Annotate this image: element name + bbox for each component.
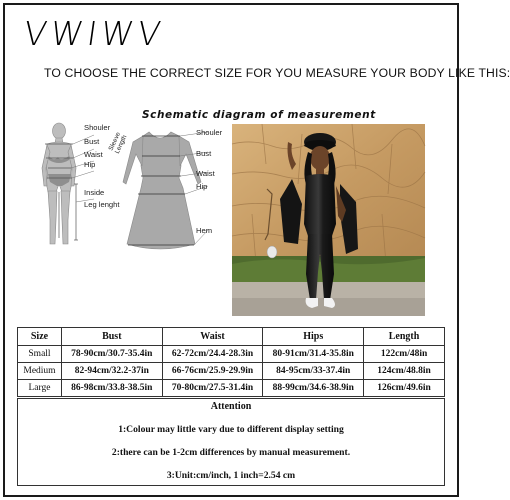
diagram-title: Schematic diagram of measurement	[142, 109, 376, 121]
table-row	[18, 346, 445, 363]
waist-cell: 66-76cm/25.9-29.9in	[162, 363, 263, 380]
header-size: Size	[18, 328, 62, 346]
header-bust: Bust	[61, 328, 162, 346]
label-hip: Hip	[84, 160, 96, 169]
label-leg-length: Leg lenght	[84, 200, 120, 209]
dress-label-shoulder: Shouler	[196, 128, 223, 137]
attention-note: 1:Colour may little vary due to different display setting	[118, 424, 344, 435]
model-photo-illustration	[232, 124, 425, 316]
attention-note: 2:there can be 1-2cm differences by manual measurement.	[111, 447, 351, 458]
label-bust: Bust	[84, 137, 100, 146]
table-row	[18, 363, 445, 380]
label-inside: Inside	[84, 188, 105, 197]
label-waist: Waist	[84, 150, 103, 159]
table-row	[18, 380, 445, 397]
header-waist: Waist	[162, 328, 263, 346]
dress-label-waist: Waist	[196, 169, 215, 178]
dress-label-hem: Hem	[196, 226, 213, 235]
headline: TO CHOOSE THE CORRECT SIZE FOR YOU MEASURE YOUR BODY LIKE THIS:	[44, 66, 510, 80]
label-shoulder: Shouler	[84, 123, 111, 132]
size-cell: Medium	[18, 363, 62, 380]
attention-box	[17, 398, 445, 486]
table-header-row	[18, 328, 445, 346]
hips-cell: 88-99cm/34.6-38.9in	[263, 380, 364, 397]
size-chart-table	[17, 327, 445, 397]
size-cell: Small	[18, 346, 62, 363]
hips-cell: 80-91cm/31.4-35.8in	[263, 346, 364, 363]
size-cell: Large	[18, 380, 62, 397]
header-hips: Hips	[263, 328, 364, 346]
bust-cell: 82-94cm/32.2-37in	[61, 363, 162, 380]
product-photo	[232, 124, 425, 316]
header-length: Length	[364, 328, 445, 346]
measurement-diagram	[24, 116, 230, 256]
attention-title: Attention	[210, 401, 252, 412]
waist-cell: 62-72cm/24.4-28.3in	[162, 346, 263, 363]
dress-label-hip: Hip	[196, 182, 208, 191]
bust-cell: 78-90cm/30.7-35.4in	[61, 346, 162, 363]
bust-cell: 86-98cm/33.8-38.5in	[61, 380, 162, 397]
length-cell: 126cm/49.6in	[364, 380, 445, 397]
length-cell: 122cm/48in	[364, 346, 445, 363]
length-cell: 124cm/48.8in	[364, 363, 445, 380]
brand-logo: VWIWV	[21, 14, 167, 53]
waist-cell: 70-80cm/27.5-31.4in	[162, 380, 263, 397]
label-sleeve-length: Sleeve Length	[107, 131, 129, 155]
hips-cell: 84-95cm/33-37.4in	[263, 363, 364, 380]
attention-note: 3:Unit:cm/inch, 1 inch=2.54 cm	[166, 470, 296, 481]
dress-label-bust: Bust	[196, 149, 212, 158]
